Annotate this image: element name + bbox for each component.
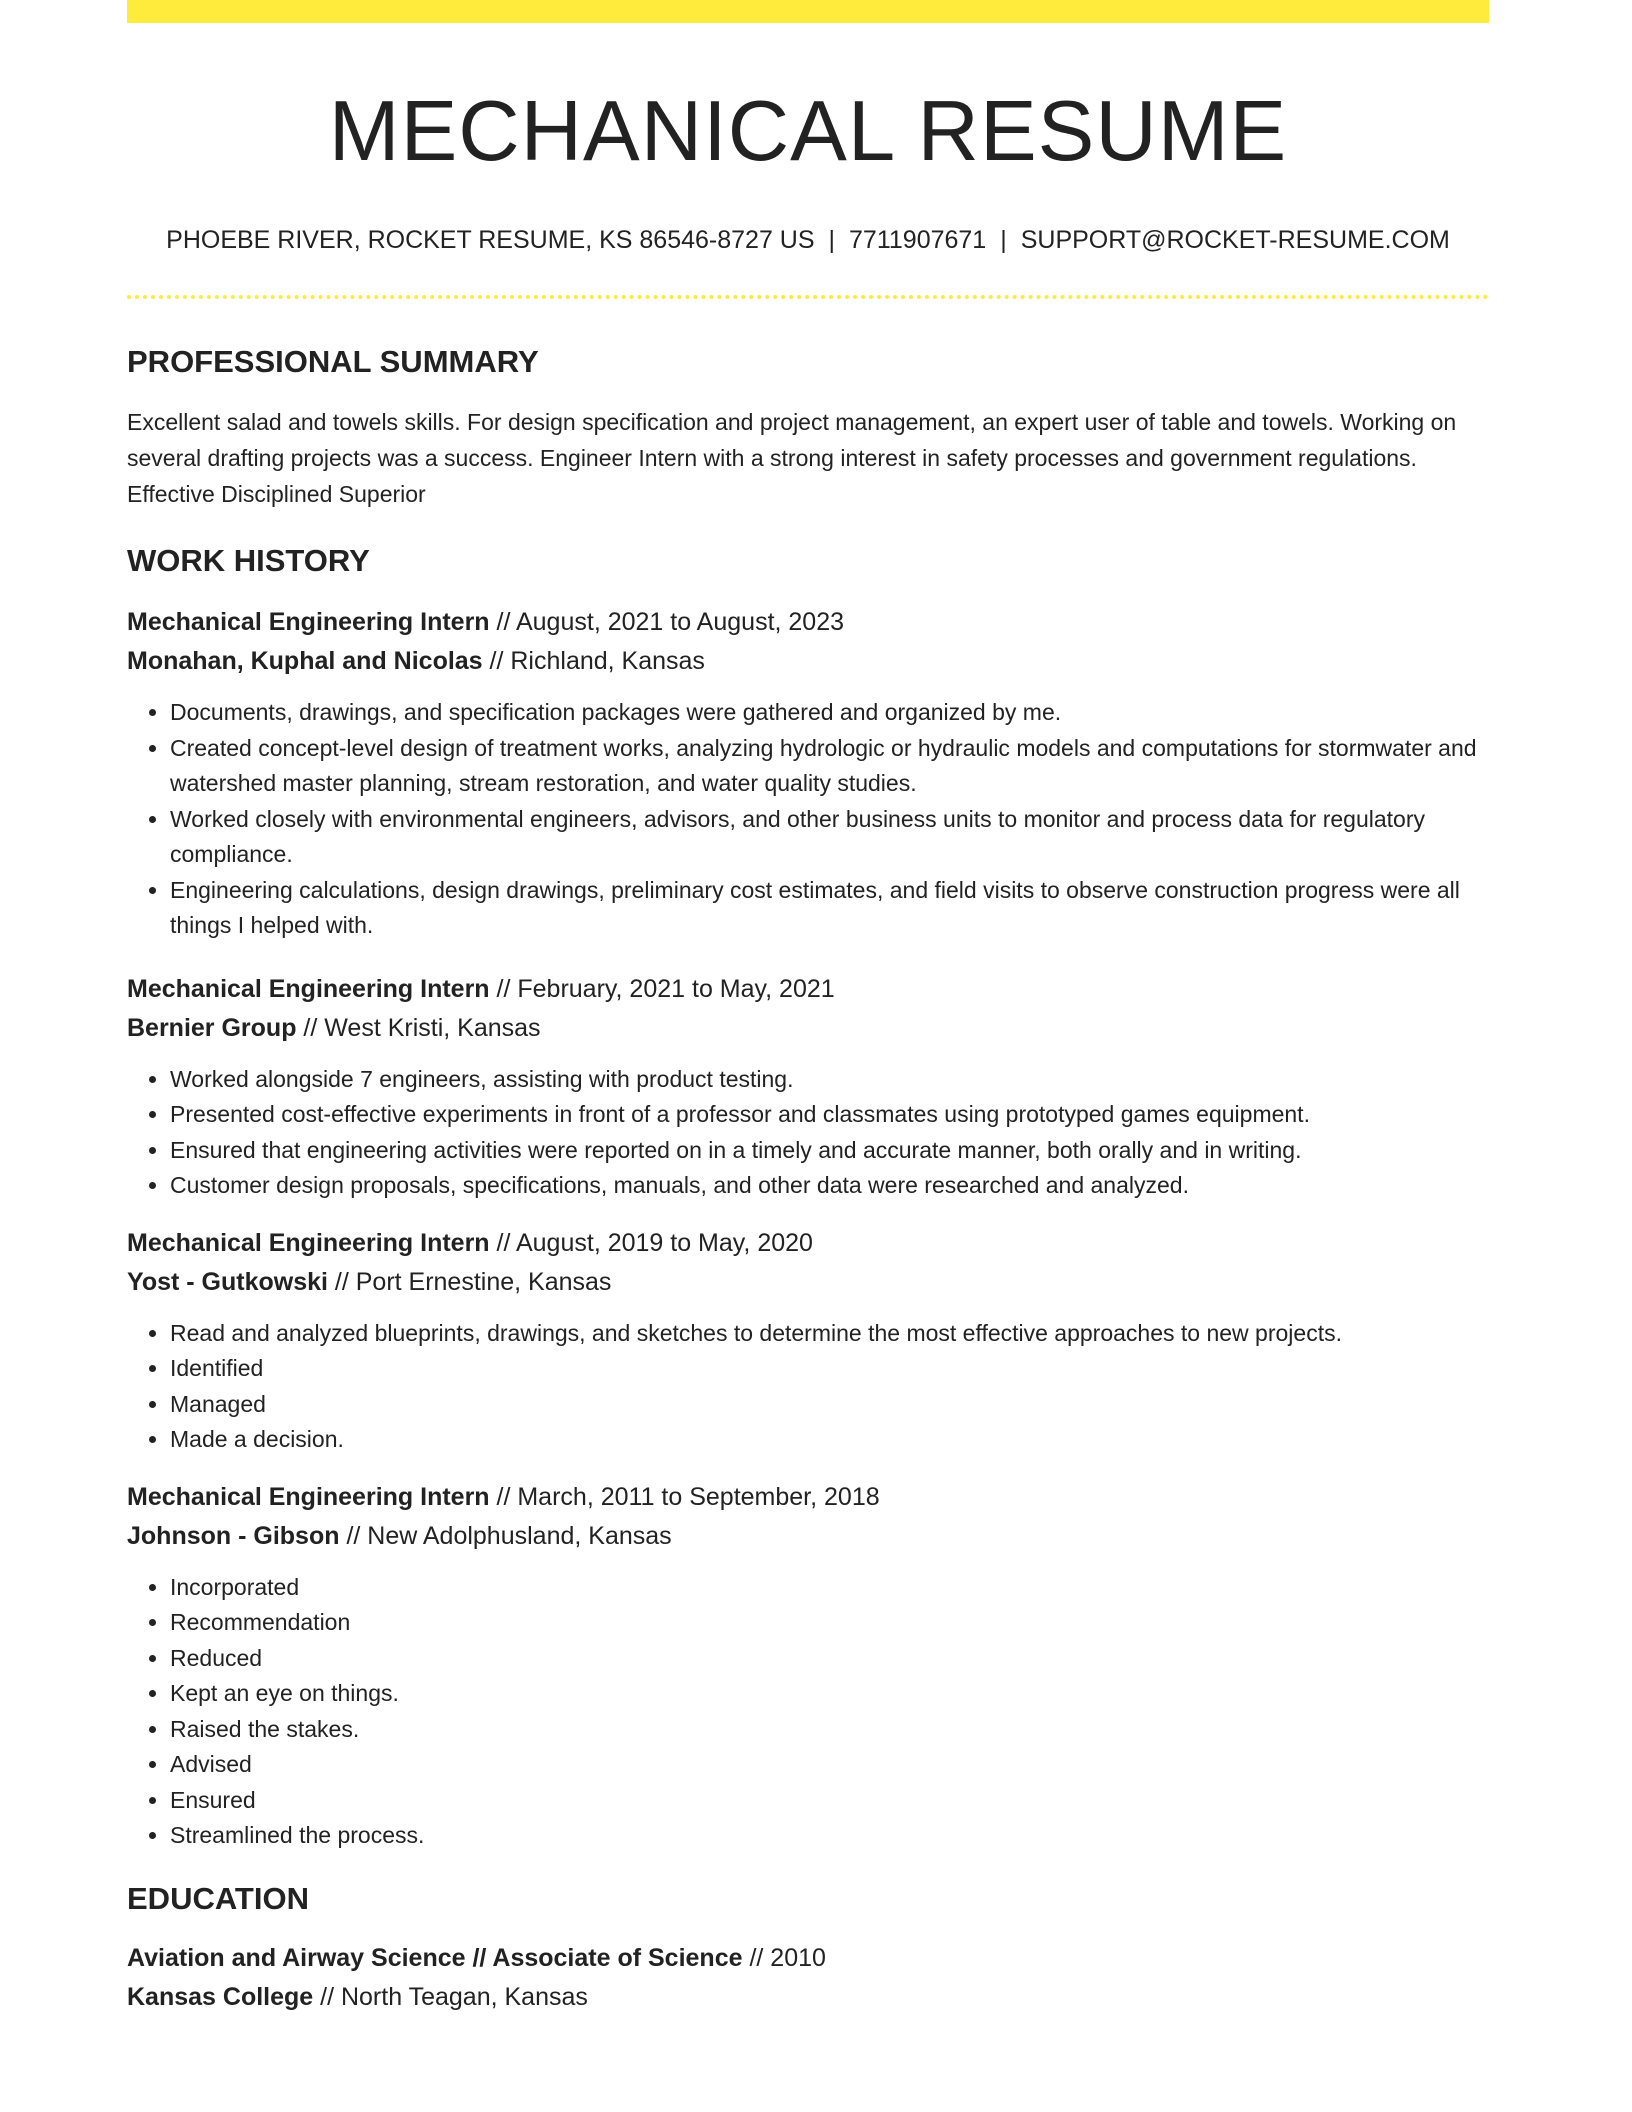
job-bullet: • Worked alongside 7 engineers, assisting with product testing. bbox=[170, 1062, 1489, 1098]
job-bullet: • Raised the stakes. bbox=[170, 1712, 1489, 1748]
job-entry bbox=[127, 970, 1489, 1204]
job-dates: // February, 2021 to May, 2021 bbox=[489, 974, 835, 1003]
summary-text: Excellent salad and towels skills. For design specification and project management, an expert user of table and towels. Working on several drafting projects was a success. Engineer Intern with a strong interest in safety processes and government regulations. Effective Disciplined Superior bbox=[127, 409, 1457, 508]
job-title: Mechanical Engineering Intern bbox=[127, 1228, 490, 1257]
job-dates: // March, 2011 to September, 2018 bbox=[489, 1482, 880, 1511]
job-title-line bbox=[127, 1478, 1489, 1517]
job-dates: // August, 2019 to May, 2020 bbox=[489, 1228, 813, 1257]
job-bullets bbox=[127, 1570, 1489, 1854]
education-school: Kansas College bbox=[127, 1983, 314, 2012]
contact-separator: | bbox=[828, 226, 836, 254]
job-bullet: • Incorporated bbox=[170, 1570, 1489, 1606]
top-accent-bar bbox=[127, 0, 1489, 23]
job-title: Mechanical Engineering Intern bbox=[127, 974, 490, 1003]
job-company: Johnson - Gibson bbox=[127, 1521, 340, 1550]
job-location: // Richland, Kansas bbox=[482, 647, 705, 676]
job-entry bbox=[127, 1224, 1489, 1458]
job-bullet: • Identified bbox=[170, 1351, 1489, 1387]
job-company-line bbox=[127, 642, 1489, 681]
job-company-line bbox=[127, 1517, 1489, 1556]
job-title-line bbox=[127, 1224, 1489, 1263]
contact-email: SUPPORT@ROCKET-RESUME.COM bbox=[1020, 226, 1450, 254]
job-bullet: • Worked closely with environmental engineers, advisors, and other business units to monitor and process data for regulatory compliance. bbox=[170, 802, 1489, 873]
job-bullet: • Documents, drawings, and specification packages were gathered and organized by me. bbox=[170, 695, 1489, 731]
education-degree-line bbox=[127, 1939, 1489, 1978]
education-degree: Aviation and Airway Science // Associate of Science bbox=[127, 1944, 743, 1973]
job-bullet: • Engineering calculations, design drawings, preliminary cost estimates, and field visits to observe construction progress were all things I helped with. bbox=[170, 873, 1489, 944]
job-title: Mechanical Engineering Intern bbox=[127, 1482, 490, 1511]
job-company-line bbox=[127, 1009, 1489, 1048]
education-entry bbox=[127, 1939, 1489, 2017]
job-company: Monahan, Kuphal and Nicolas bbox=[127, 647, 483, 676]
job-bullet: • Ensured bbox=[170, 1783, 1489, 1819]
job-bullet: • Read and analyzed blueprints, drawings, and sketches to determine the most effective approaches to new projects. bbox=[170, 1316, 1489, 1352]
job-title-line bbox=[127, 603, 1489, 642]
job-dates: // August, 2021 to August, 2023 bbox=[489, 608, 845, 637]
education-location: // North Teagan, Kansas bbox=[313, 1983, 588, 2012]
education-school-line bbox=[127, 1978, 1489, 2017]
job-bullets bbox=[127, 1062, 1489, 1204]
dotted-divider bbox=[127, 295, 1489, 299]
resume-page bbox=[127, 0, 1489, 2017]
contact-phone: 7711907671 bbox=[849, 226, 987, 254]
job-bullet: • Streamlined the process. bbox=[170, 1818, 1489, 1854]
job-location: // Port Ernestine, Kansas bbox=[327, 1267, 612, 1296]
job-bullet: • Presented cost-effective experiments in front of a professor and classmates using prototyped games equipment. bbox=[170, 1097, 1489, 1133]
job-bullets bbox=[127, 1316, 1489, 1458]
job-bullets bbox=[127, 695, 1489, 944]
resume-title: MECHANICAL RESUME bbox=[328, 84, 1288, 179]
job-bullet: • Recommendation bbox=[170, 1605, 1489, 1641]
job-bullet: • Customer design proposals, specifications, manuals, and other data were researched and analyzed. bbox=[170, 1168, 1489, 1204]
summary-heading: PROFESSIONAL SUMMARY bbox=[127, 344, 539, 379]
job-bullet: • Advised bbox=[170, 1747, 1489, 1783]
job-entry bbox=[127, 1478, 1489, 1854]
job-company: Yost - Gutkowski bbox=[127, 1267, 328, 1296]
contact-line bbox=[127, 225, 1489, 255]
job-entry bbox=[127, 603, 1489, 944]
job-location: // West Kristi, Kansas bbox=[296, 1013, 541, 1042]
education-heading: EDUCATION bbox=[127, 1880, 309, 1916]
job-bullet: • Created concept-level design of treatment works, analyzing hydrologic or hydraulic models and computations for stormwater and watershed master planning, stream restoration, and water quality studies. bbox=[170, 731, 1489, 802]
job-title: Mechanical Engineering Intern bbox=[127, 608, 490, 637]
job-location: // New Adolphusland, Kansas bbox=[339, 1521, 672, 1550]
job-title-line bbox=[127, 970, 1489, 1009]
job-bullet: • Kept an eye on things. bbox=[170, 1676, 1489, 1712]
job-company: Bernier Group bbox=[127, 1013, 297, 1042]
job-bullet: • Ensured that engineering activities were reported on in a timely and accurate manner, both orally and in writing. bbox=[170, 1133, 1489, 1169]
job-bullet: • Made a decision. bbox=[170, 1422, 1489, 1458]
job-company-line bbox=[127, 1263, 1489, 1302]
job-bullet: • Managed bbox=[170, 1387, 1489, 1423]
job-bullet: • Reduced bbox=[170, 1641, 1489, 1677]
contact-address: PHOEBE RIVER, ROCKET RESUME, KS 86546-8727 US bbox=[166, 226, 815, 254]
work-history-heading: WORK HISTORY bbox=[127, 543, 370, 579]
contact-separator: | bbox=[1000, 226, 1007, 254]
education-year: // 2010 bbox=[742, 1944, 826, 1973]
